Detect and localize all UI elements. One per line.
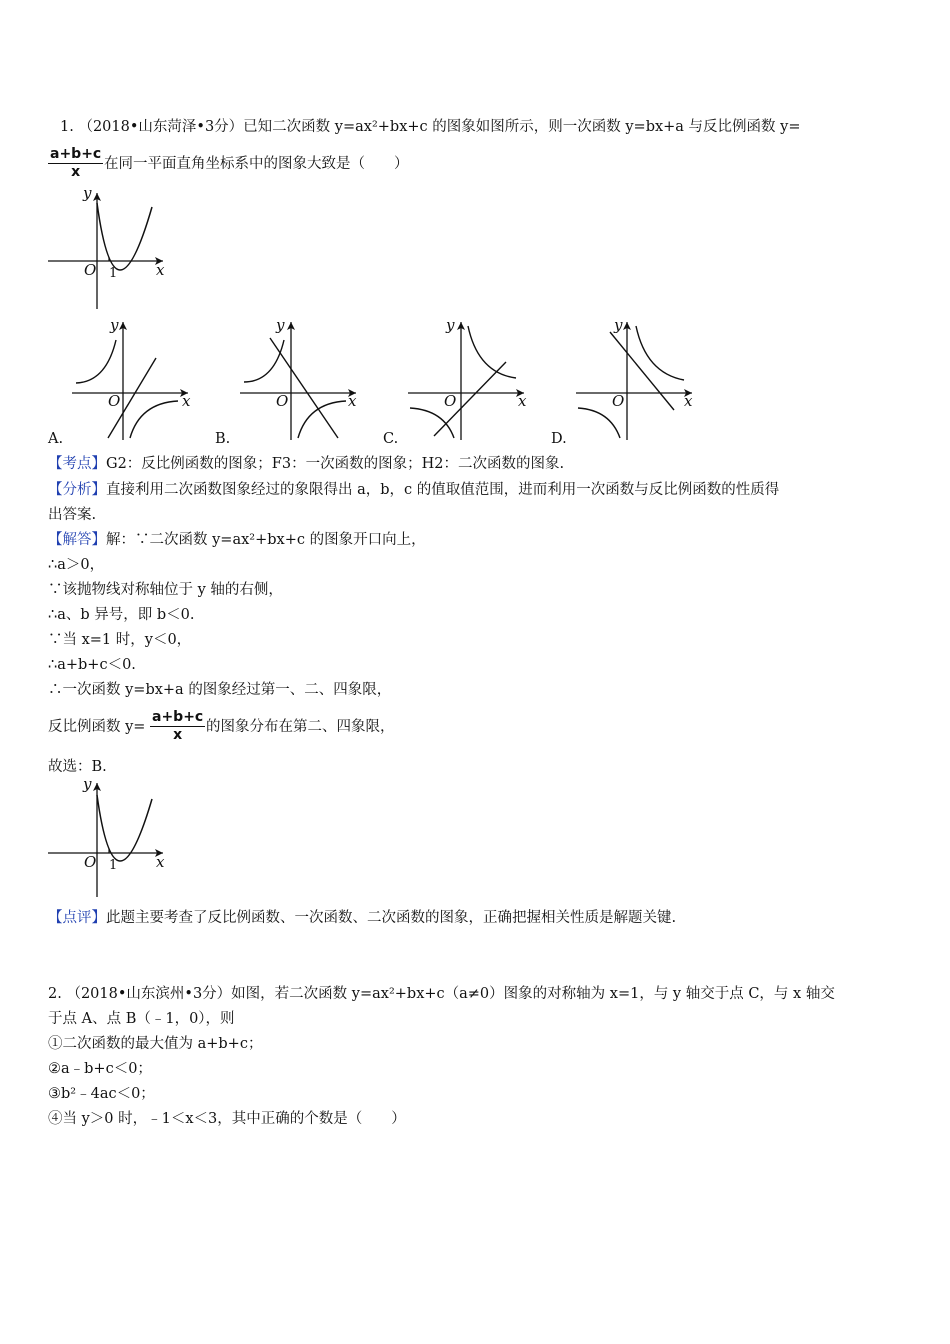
jieda-line [48, 531, 426, 549]
fanbi-suffix: 的图象分布在第二、四象限， [206, 719, 395, 735]
kaodian-line [48, 455, 564, 473]
option-c-label: C. [383, 431, 399, 447]
q2-item: ②a﹣b+c＜0； [48, 1061, 152, 1077]
solution-step: ∵当 x=1 时，y＜0， [48, 632, 192, 648]
fanbi-prefix: 反比例函数 y= [48, 719, 146, 735]
parabola-figure-2 [45, 775, 175, 905]
dianping-tag: 【点评】 [48, 910, 106, 926]
y-axis-label: y [446, 316, 455, 334]
y-axis-label: y [110, 316, 119, 334]
y-axis-label: y [83, 184, 92, 202]
jieda-text: 解：∵二次函数 y=ax²+bx+c 的图象开口向上， [106, 532, 426, 548]
origin-label: O [108, 392, 121, 410]
fraction-numerator: a+b+c [50, 146, 102, 162]
fenxi-tag: 【分析】 [48, 482, 106, 498]
dianping-line [48, 909, 676, 927]
x-axis-label: x [156, 853, 165, 871]
option-b-label: B. [215, 431, 231, 447]
y-axis-label: y [83, 775, 92, 793]
fraction-denominator: x [71, 164, 81, 180]
origin-label: O [84, 853, 97, 871]
q1-fraction [48, 146, 103, 181]
fenxi-line [48, 481, 779, 499]
fenxi-text-2: 出答案. [48, 507, 97, 523]
origin-label: O [444, 392, 457, 410]
fenxi-text: 直接利用二次函数图象经过的象限得出 a，b，c 的值取值范围，进而利用一次函数与反比例函数的性质得 [106, 482, 780, 498]
x-axis-label: x [684, 392, 693, 410]
x-axis-label: x [348, 392, 357, 410]
kaodian-text: G2：反比例函数的图象；F3：一次函数的图象；H2：二次函数的图象. [106, 456, 565, 472]
option-c-graph [406, 318, 536, 443]
dianping-text: 此题主要考查了反比例函数、一次函数、二次函数的图象，正确把握相关性质是解题关键. [106, 910, 677, 926]
solution-step: ∴a+b+c＜0. [48, 657, 136, 673]
tick-one-label: 1 [109, 266, 118, 281]
y-axis-label: y [614, 316, 623, 334]
parabola-figure-1 [45, 185, 175, 315]
x-axis-label: x [156, 261, 165, 279]
q2-stem-line2: 于点 A、点 B（﹣1，0），则 [48, 1011, 235, 1027]
origin-label: O [84, 261, 97, 279]
q2-item: ④当 y＞0 时，﹣1＜x＜3，其中正确的个数是（ ） [48, 1111, 406, 1127]
option-a-label: A. [48, 431, 64, 447]
tick-one-label: 1 [109, 858, 118, 873]
kaodian-tag: 【考点】 [48, 456, 106, 472]
option-d-label: D. [551, 431, 567, 447]
answer-line: 故选：B. [48, 759, 107, 775]
q1-stem-line2: 在同一平面直角坐标系中的图象大致是（ ） [104, 156, 409, 172]
option-a-graph [70, 318, 200, 443]
q2-item: ①二次函数的最大值为 a+b+c； [48, 1036, 263, 1052]
origin-label: O [612, 392, 625, 410]
q2-item: ③b²﹣4ac＜0； [48, 1086, 155, 1102]
solution-step: ∵该抛物线对称轴位于 y 轴的右侧， [48, 582, 283, 598]
solution-step: ∴a＞0， [48, 557, 105, 573]
option-d-graph [574, 318, 704, 443]
solution-step: ∴一次函数 y=bx+a 的图象经过第一、二、四象限， [48, 682, 392, 698]
fraction-numerator: a+b+c [152, 709, 204, 725]
y-axis-label: y [276, 316, 285, 334]
option-b-graph [238, 318, 368, 443]
jieda-tag: 【解答】 [48, 532, 106, 548]
x-axis-label: x [518, 392, 527, 410]
origin-label: O [276, 392, 289, 410]
q2-stem-line1: 2. （2018•山东滨州•3分）如图，若二次函数 y=ax²+bx+c（a≠0）图象的对称轴为 x=1，与 y 轴交于点 C，与 x 轴交 [48, 986, 835, 1002]
q1-stem-line1: 1. （2018•山东菏泽•3分）已知二次函数 y=ax²+bx+c 的图象如图所示，则一次函数 y=bx+a 与反比例函数 y= [60, 119, 801, 135]
fanbi-fraction [150, 709, 205, 744]
x-axis-label: x [182, 392, 191, 410]
fraction-denominator: x [173, 727, 183, 743]
solution-step: ∴a、b 异号，即 b＜0. [48, 607, 195, 623]
